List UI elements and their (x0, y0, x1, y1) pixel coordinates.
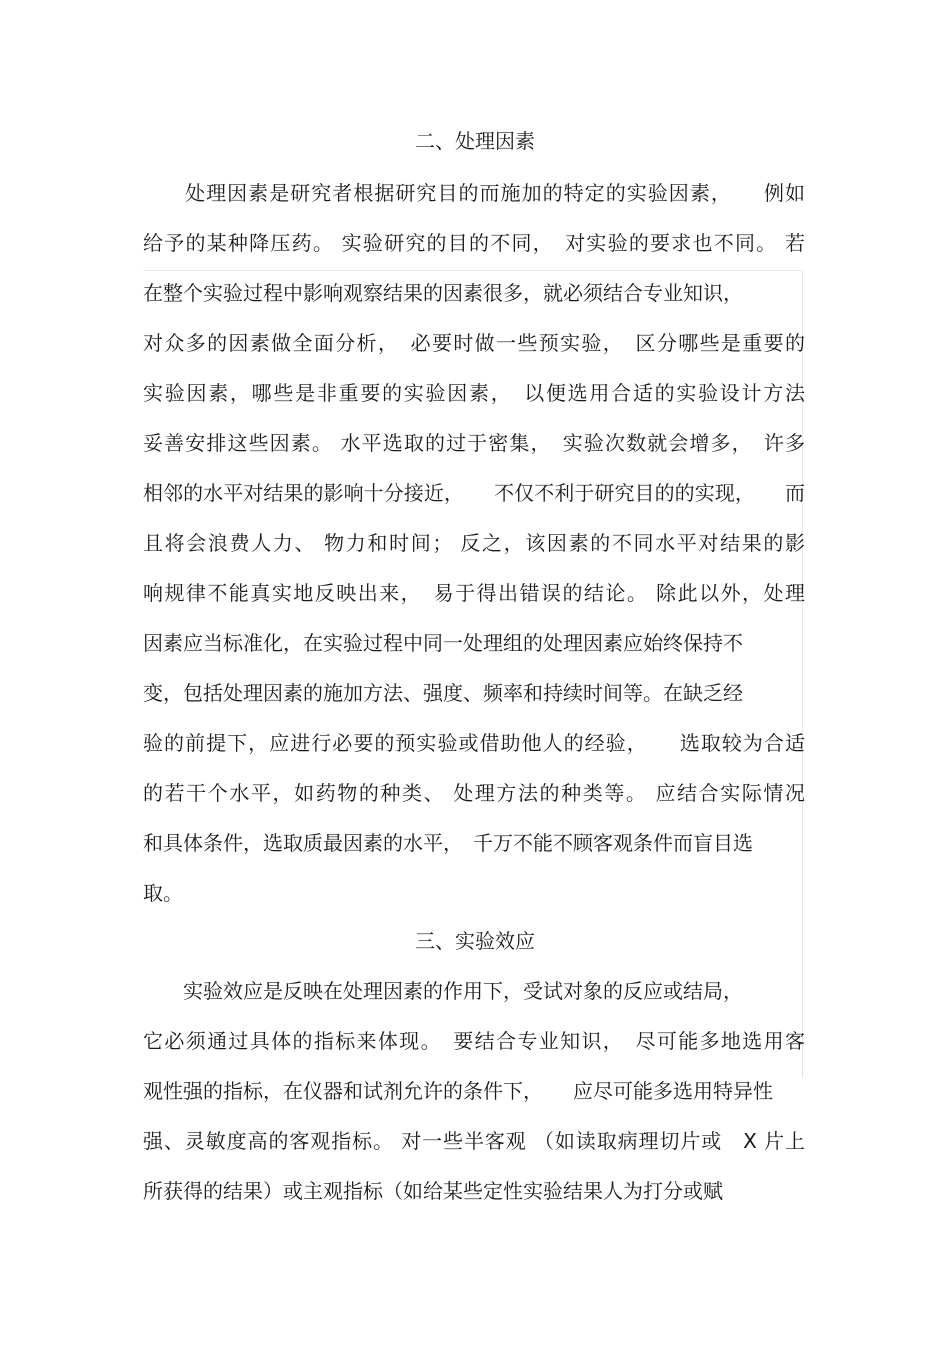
paragraph-line: 它必须通过具体的指标来体现。 要结合专业知识， 尽可能多地选用客 (143, 1029, 805, 1053)
paragraph-line: 和具体条件，选取质最因素的水平， 千万不能不顾客观条件而盲目选 (143, 831, 753, 855)
paragraph-line: 观性强的指标，在仪器和试剂允许的条件下， 应尽可能多选用特异性 (143, 1079, 773, 1103)
paragraph-line: 且将会浪费人力、 物力和时间； 反之，该因素的不同水平对结果的影 (143, 531, 805, 555)
paragraph-line: 对众多的因素做全面分析， 必要时做一些预实验， 区分哪些是重要的 (143, 331, 805, 355)
paragraph-line: 变，包括处理因素的施加方法、强度、频率和持续时间等。在缺乏经 (143, 681, 743, 705)
paragraph-line: 处理因素是研究者根据研究目的而施加的特定的实验因素， 例如 (143, 181, 805, 205)
paragraph-line: 所获得的结果）或主观指标（如给某些定性实验结果人为打分或赋 (143, 1179, 723, 1203)
paragraph-line: 给予的某种降压药。 实验研究的目的不同， 对实验的要求也不同。 若 (143, 231, 805, 255)
paragraph-line: 取。 (143, 881, 183, 905)
paragraph-line: 实验效应是反映在处理因素的作用下，受试对象的反应或结局， (143, 979, 743, 1003)
section-heading-experimental-effect: 三、实验效应 (415, 929, 535, 953)
paragraph-line: 响规律不能真实地反映出来， 易于得出错误的结论。 除此以外，处理 (143, 581, 805, 605)
paragraph-line: 实验因素，哪些是非重要的实验因素， 以便选用合适的实验设计方法 (143, 381, 805, 405)
paragraph-line: 妥善安排这些因素。 水平选取的过于密集， 实验次数就会增多， 许多 (143, 431, 805, 455)
paragraph-line: 验的前提下，应进行必要的预实验或借助他人的经验， 选取较为合适 (143, 731, 805, 755)
section-heading-processing-factors: 二、处理因素 (415, 129, 535, 153)
paragraph-line: 因素应当标准化，在实验过程中同一处理组的处理因素应始终保持不 (143, 631, 743, 655)
paragraph-line: 的若干个水平，如药物的种类、 处理方法的种类等。 应结合实际情况 (143, 781, 805, 805)
paragraph-line: 在整个实验过程中影响观察结果的因素很多，就必须结合专业知识， (143, 281, 743, 305)
paragraph-line: 相邻的水平对结果的影响十分接近， 不仅不利于研究目的的实现， 而 (143, 481, 805, 505)
paragraph-line: 强、灵敏度高的客观指标。 对一些半客观 （如读取病理切片或 X 片上 (143, 1129, 805, 1153)
